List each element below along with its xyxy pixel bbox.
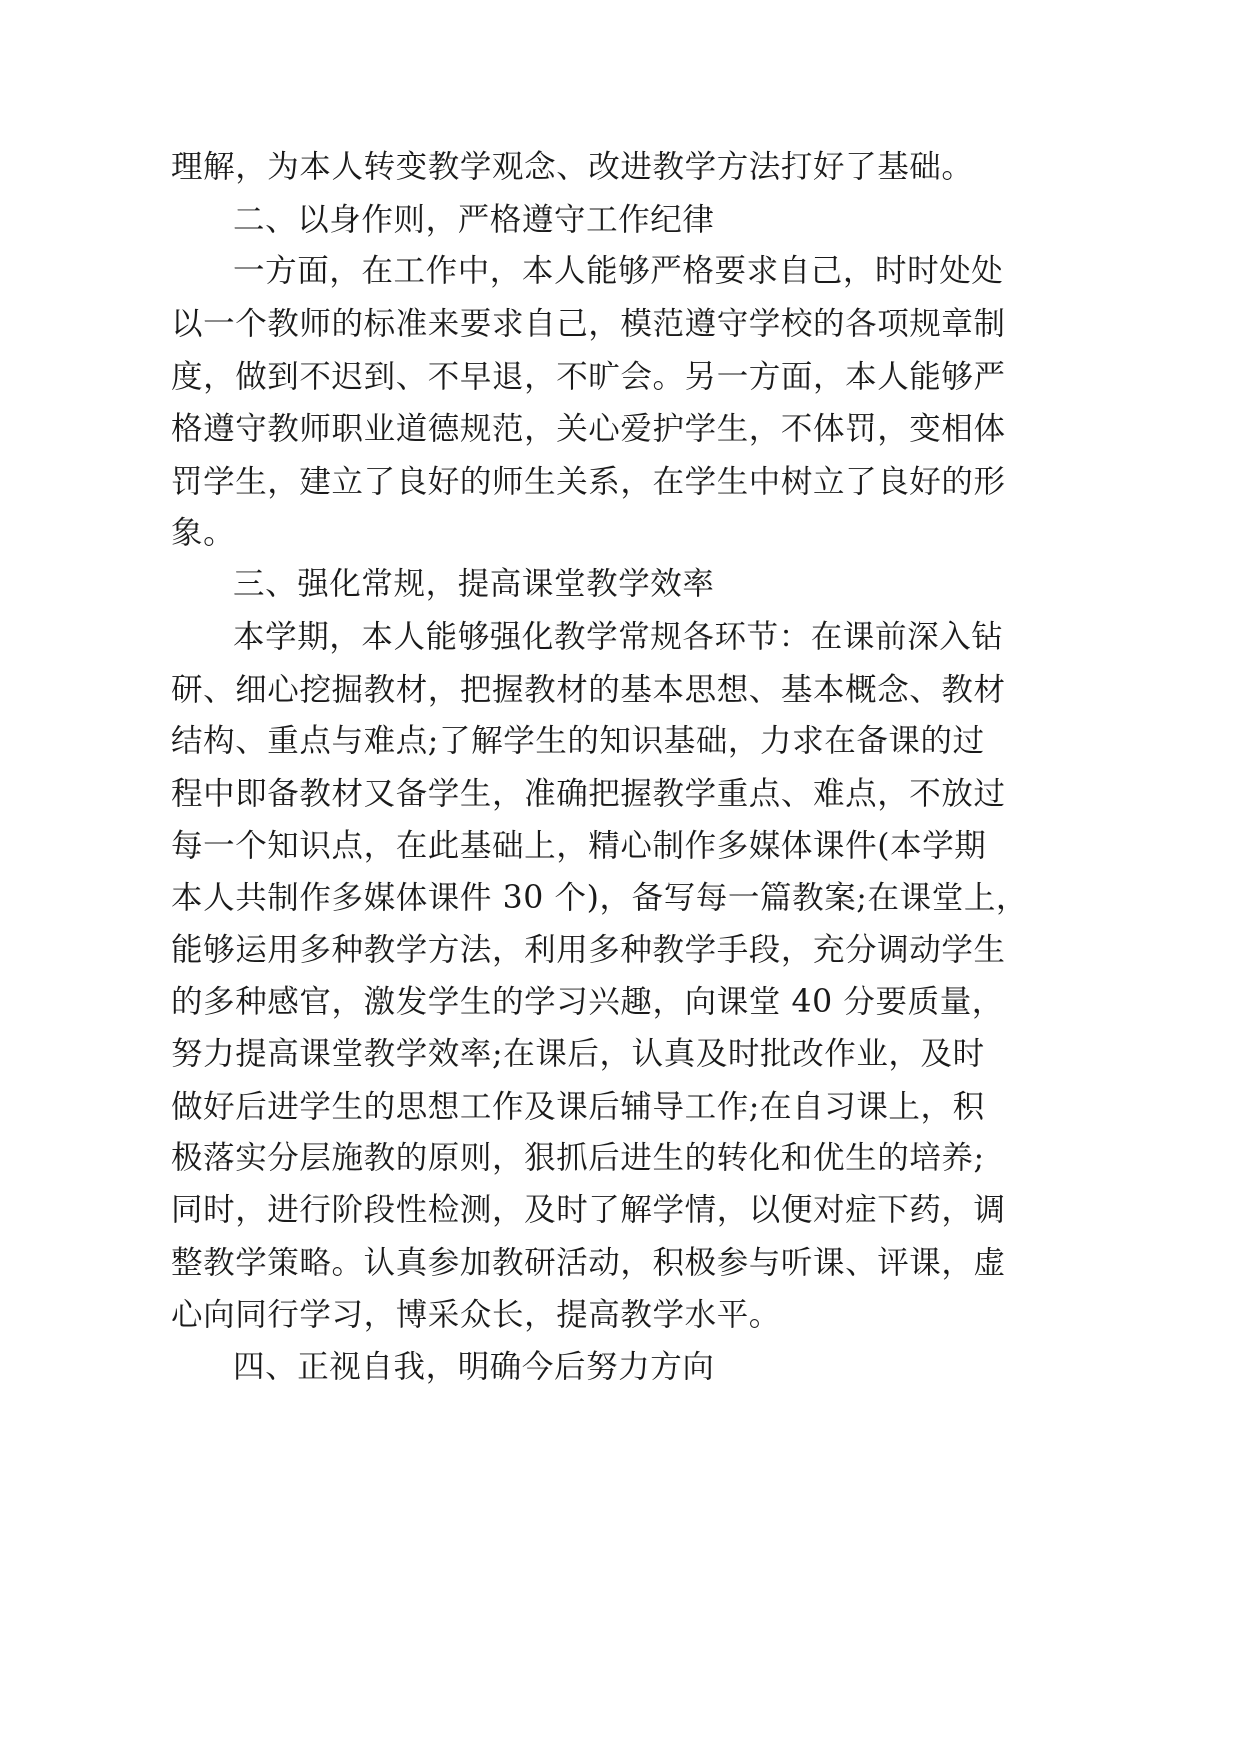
text-line: 格遵守教师职业道德规范，关心爱护学生，不体罚，变相体	[171, 411, 1006, 447]
text-line: 能够运用多种教学方法，利用多种教学手段，充分调动学生	[171, 932, 1006, 968]
text-line: 程中即备教材又备学生，准确把握教学重点、难点，不放过	[171, 776, 1006, 812]
text-line: 象。	[171, 515, 236, 551]
text-line: 一方面，在工作中，本人能够严格要求自己，时时处处	[233, 253, 1004, 289]
text-line: 研、细心挖掘教材，把握教材的基本思想、基本概念、教材	[171, 672, 1006, 708]
text-line: 理解，为本人转变教学观念、改进教学方法打好了基础。	[171, 149, 974, 185]
text-line: 整教学策略。认真参加教研活动，积极参与听课、评课，虚	[171, 1245, 1006, 1281]
text-line: 同时，进行阶段性检测，及时了解学情，以便对症下药，调	[171, 1192, 1006, 1228]
text-line: 心向同行学习，博采众长，提高教学水平。	[171, 1297, 781, 1333]
text-line: 做好后进学生的思想工作及课后辅导工作;在自习课上，积	[171, 1089, 985, 1125]
text-line: 极落实分层施教的原则，狠抓后进生的转化和优生的培养;	[171, 1140, 985, 1176]
text-line: 本人共制作多媒体课件 30 个)，备写每一篇教案;在课堂上，	[171, 880, 1029, 916]
section-heading: 二、以身作则，严格遵守工作纪律	[233, 202, 715, 238]
text-line: 本学期，本人能够强化教学常规各环节：在课前深入钻	[233, 619, 1004, 655]
text-line: 的多种感官，激发学生的学习兴趣，向课堂 40 分要质量，	[171, 984, 1004, 1020]
text-line: 度，做到不迟到、不早退，不旷会。另一方面，本人能够严	[171, 359, 1006, 395]
text-line: 结构、重点与难点;了解学生的知识基础，力求在备课的过	[171, 723, 985, 759]
text-line: 以一个教师的标准来要求自己，模范遵守学校的各项规章制	[171, 306, 1006, 342]
section-heading: 四、正视自我，明确今后努力方向	[233, 1349, 715, 1385]
text-line: 每一个知识点，在此基础上，精心制作多媒体课件(本学期	[171, 828, 987, 864]
text-line: 罚学生，建立了良好的师生关系，在学生中树立了良好的形	[171, 464, 1006, 500]
section-heading: 三、强化常规，提高课堂教学效率	[233, 566, 715, 602]
text-line: 努力提高课堂教学效率;在课后，认真及时批改作业，及时	[171, 1036, 985, 1072]
